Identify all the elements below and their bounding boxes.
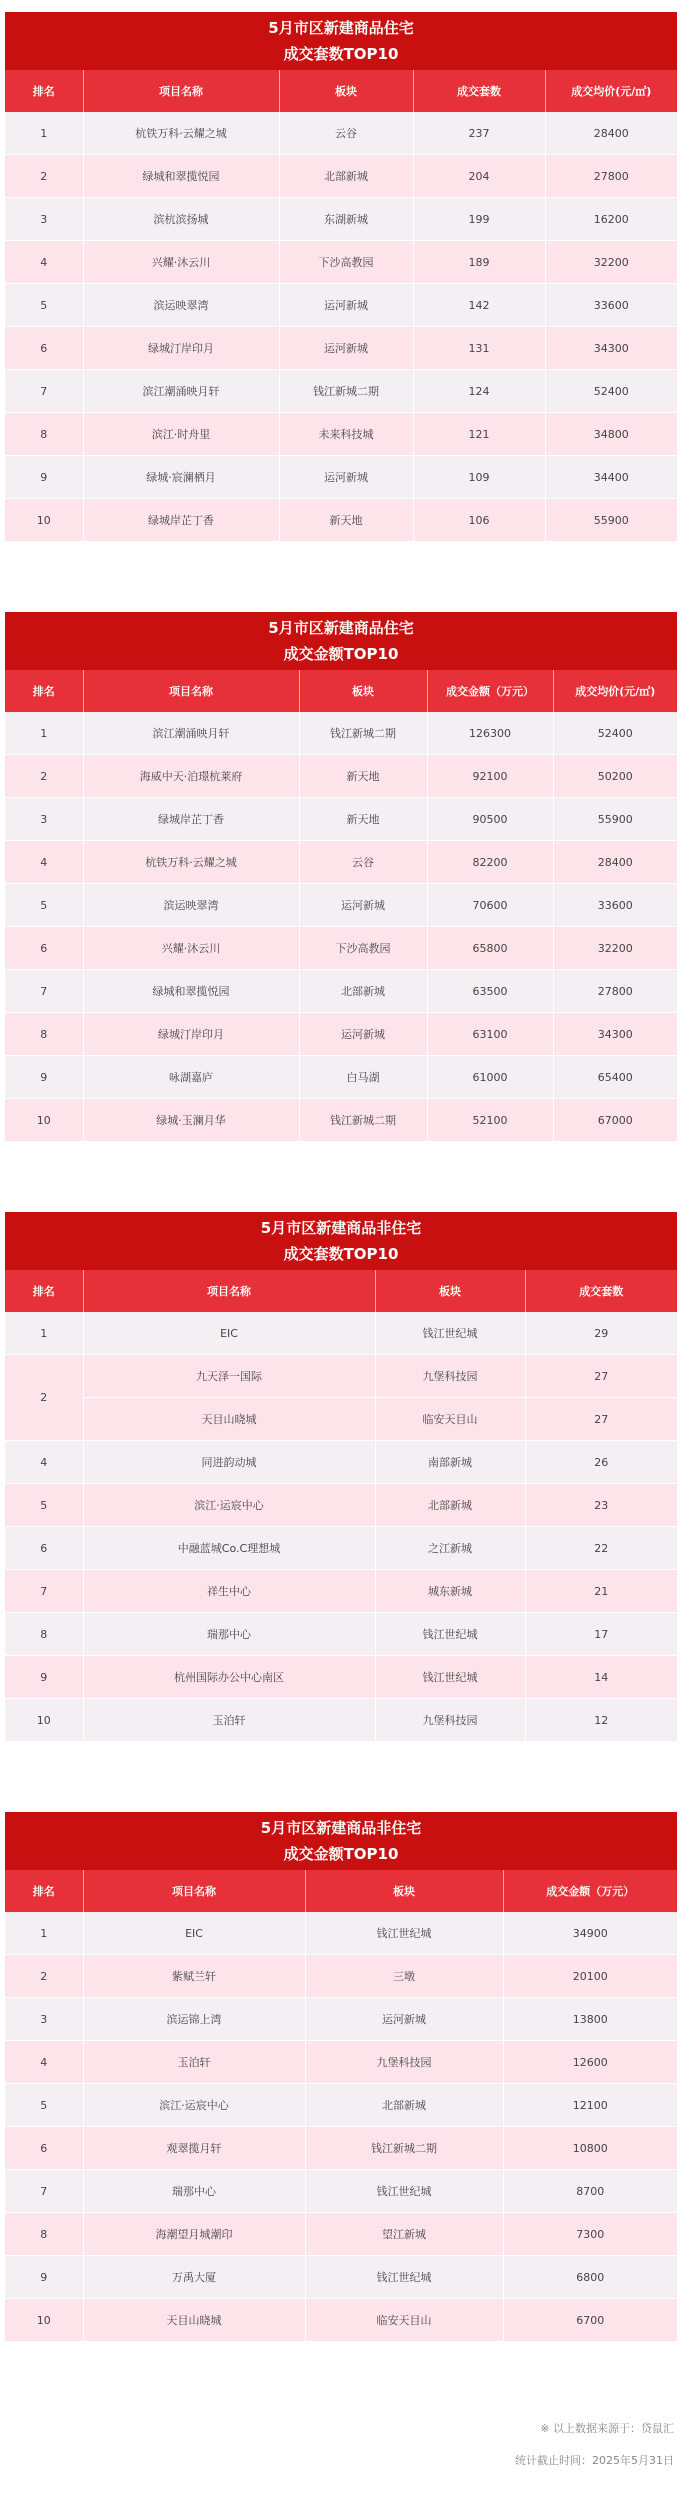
table-row xyxy=(5,1441,677,1484)
footer-source: ※ 以上数据来源于：贷鼠汇 xyxy=(540,2422,674,2435)
cell-project: 滨运映翠湾 xyxy=(83,884,299,927)
cell-avg-price: 55900 xyxy=(553,798,677,841)
table-row xyxy=(5,1699,677,1742)
cell-units: 21 xyxy=(525,1570,677,1613)
cell-rank: 8 xyxy=(5,1013,83,1056)
cell-district: 九堡科技园 xyxy=(375,1355,525,1398)
table-row xyxy=(5,798,677,841)
header-district: 板块 xyxy=(375,1270,525,1312)
cell-avg-price: 50200 xyxy=(553,755,677,798)
table-row xyxy=(5,2170,677,2213)
cell-project: 咏湖嘉庐 xyxy=(83,1056,299,1099)
cell-rank: 8 xyxy=(5,413,83,456)
cell-project: EIC xyxy=(83,1912,305,1955)
table-row xyxy=(5,1099,677,1142)
cell-rank: 2 xyxy=(5,155,83,198)
table-row xyxy=(5,755,677,798)
cell-units: 23 xyxy=(525,1484,677,1527)
cell-district: 云谷 xyxy=(279,112,413,155)
cell-rank: 1 xyxy=(5,712,83,755)
cell-district: 临安天目山 xyxy=(375,1398,525,1441)
table-header-row xyxy=(5,1270,677,1312)
section-title xyxy=(5,12,677,70)
section-title xyxy=(5,1212,677,1270)
cell-district: 运河新城 xyxy=(299,1013,427,1056)
cell-district: 九堡科技园 xyxy=(375,1699,525,1742)
cell-rank: 7 xyxy=(5,970,83,1013)
cell-district: 九堡科技园 xyxy=(305,2041,503,2084)
table-row xyxy=(5,2213,677,2256)
cell-rank: 6 xyxy=(5,2127,83,2170)
header-rank: 排名 xyxy=(5,70,83,112)
cell-avg-price: 32200 xyxy=(553,927,677,970)
cell-units: 27 xyxy=(525,1398,677,1441)
header-district: 板块 xyxy=(305,1870,503,1912)
cell-district: 钱江新城二期 xyxy=(299,712,427,755)
cell-district: 运河新城 xyxy=(279,284,413,327)
cell-amount: 8700 xyxy=(503,2170,677,2213)
cell-district: 北部新城 xyxy=(305,2084,503,2127)
cell-amount: 63100 xyxy=(427,1013,553,1056)
cell-district: 东湖新城 xyxy=(279,198,413,241)
header-district: 板块 xyxy=(299,670,427,712)
ranking-table xyxy=(5,1870,677,2342)
header-units: 成交套数 xyxy=(413,70,545,112)
cell-rank: 4 xyxy=(5,241,83,284)
cell-project: 绿城汀岸印月 xyxy=(83,1013,299,1056)
cell-rank: 4 xyxy=(5,1441,83,1484)
cell-rank: 1 xyxy=(5,1912,83,1955)
cell-project: 滨运映翠湾 xyxy=(83,284,279,327)
table-row xyxy=(5,1656,677,1699)
cell-units: 22 xyxy=(525,1527,677,1570)
table-row xyxy=(5,1613,677,1656)
cell-district: 钱江世纪城 xyxy=(375,1312,525,1355)
cell-project: 天目山晓城 xyxy=(83,1398,375,1441)
cell-avg-price: 34400 xyxy=(545,456,677,499)
cell-project: 海威中天·泊璟杭莱府 xyxy=(83,755,299,798)
cell-project: 杭州国际办公中心南区 xyxy=(83,1656,375,1699)
cell-rank: 5 xyxy=(5,284,83,327)
table-row xyxy=(5,1998,677,2041)
table-row xyxy=(5,1355,677,1398)
cell-rank: 10 xyxy=(5,1099,83,1142)
cell-amount: 63500 xyxy=(427,970,553,1013)
header-rank: 排名 xyxy=(5,1270,83,1312)
section-title xyxy=(5,1812,677,1870)
cell-project: 绿城岸芷丁香 xyxy=(83,499,279,542)
cell-rank: 7 xyxy=(5,2170,83,2213)
cell-district: 钱江世纪城 xyxy=(305,2256,503,2299)
cell-amount: 34900 xyxy=(503,1912,677,1955)
title-line-1: 5月市区新建商品住宅 xyxy=(268,619,414,637)
cell-district: 未来科技城 xyxy=(279,413,413,456)
cell-district: 运河新城 xyxy=(305,1998,503,2041)
cell-avg-price: 67000 xyxy=(553,1099,677,1142)
title-line-1: 5月市区新建商品住宅 xyxy=(268,19,414,37)
cell-district: 白马湖 xyxy=(299,1056,427,1099)
cell-project: 天目山晓城 xyxy=(83,2299,305,2342)
cell-avg-price: 33600 xyxy=(553,884,677,927)
table-row xyxy=(5,2299,677,2342)
section-residential-amount xyxy=(5,612,677,1142)
cell-units: 27 xyxy=(525,1355,677,1398)
cell-district: 新天地 xyxy=(279,499,413,542)
cell-project: 绿城·宸澜栖月 xyxy=(83,456,279,499)
cell-units: 142 xyxy=(413,284,545,327)
table-row xyxy=(5,284,677,327)
cell-amount: 92100 xyxy=(427,755,553,798)
cell-district: 下沙高教园 xyxy=(299,927,427,970)
cell-avg-price: 27800 xyxy=(553,970,677,1013)
cell-amount: 52100 xyxy=(427,1099,553,1142)
cell-project: 玉泊轩 xyxy=(83,2041,305,2084)
cell-project: EIC xyxy=(83,1312,375,1355)
cell-project: 滨运锦上湾 xyxy=(83,1998,305,2041)
section-title xyxy=(5,612,677,670)
table-row xyxy=(5,2256,677,2299)
table-row xyxy=(5,2127,677,2170)
cell-avg-price: 55900 xyxy=(545,499,677,542)
cell-project: 瑞那中心 xyxy=(83,2170,305,2213)
cell-district: 新天地 xyxy=(299,798,427,841)
cell-district: 钱江世纪城 xyxy=(305,1912,503,1955)
table-row xyxy=(5,927,677,970)
cell-rank: 6 xyxy=(5,927,83,970)
cell-rank: 9 xyxy=(5,2256,83,2299)
cell-rank: 6 xyxy=(5,1527,83,1570)
cell-rank: 6 xyxy=(5,327,83,370)
cell-project: 滨江·时舟里 xyxy=(83,413,279,456)
cell-district: 钱江新城二期 xyxy=(305,2127,503,2170)
cell-amount: 61000 xyxy=(427,1056,553,1099)
cell-district: 望江新城 xyxy=(305,2213,503,2256)
table-row xyxy=(5,712,677,755)
cell-project: 滨江潮涌映月轩 xyxy=(83,370,279,413)
header-avg-price: 成交均价(元/㎡) xyxy=(553,670,677,712)
cell-project: 观翠揽月轩 xyxy=(83,2127,305,2170)
header-amount: 成交金额（万元） xyxy=(503,1870,677,1912)
cell-amount: 13800 xyxy=(503,1998,677,2041)
title-line-1: 5月市区新建商品非住宅 xyxy=(260,1819,422,1837)
cell-project: 绿城汀岸印月 xyxy=(83,327,279,370)
ranking-table xyxy=(5,70,677,542)
cell-project: 玉泊轩 xyxy=(83,1699,375,1742)
table-row xyxy=(5,841,677,884)
cell-project: 紫赋兰轩 xyxy=(83,1955,305,1998)
cell-rank: 3 xyxy=(5,798,83,841)
cell-units: 14 xyxy=(525,1656,677,1699)
cell-units: 121 xyxy=(413,413,545,456)
cell-rank: 10 xyxy=(5,499,83,542)
cell-units: 199 xyxy=(413,198,545,241)
cell-project: 杭铁万科·云耀之城 xyxy=(83,841,299,884)
cell-rank: 5 xyxy=(5,1484,83,1527)
cell-district: 钱江世纪城 xyxy=(305,2170,503,2213)
title-line-2: 成交金额TOP10 xyxy=(283,1845,399,1863)
cell-amount: 6700 xyxy=(503,2299,677,2342)
cell-district: 三墩 xyxy=(305,1955,503,1998)
cell-units: 124 xyxy=(413,370,545,413)
cell-avg-price: 27800 xyxy=(545,155,677,198)
cell-project: 海潮望月城潮印 xyxy=(83,2213,305,2256)
cell-project: 绿城·玉澜月华 xyxy=(83,1099,299,1142)
table-row xyxy=(5,1527,677,1570)
table-row xyxy=(5,370,677,413)
cell-project: 瑞那中心 xyxy=(83,1613,375,1656)
cell-rank: 4 xyxy=(5,841,83,884)
header-rank: 排名 xyxy=(5,1870,83,1912)
cell-avg-price: 34800 xyxy=(545,413,677,456)
table-row xyxy=(5,241,677,284)
cell-units: 106 xyxy=(413,499,545,542)
cell-project: 杭铁万科·云耀之城 xyxy=(83,112,279,155)
cell-rank: 2 xyxy=(5,755,83,798)
cell-rank: 1 xyxy=(5,1312,83,1355)
cell-rank: 8 xyxy=(5,2213,83,2256)
cell-district: 钱江新城二期 xyxy=(279,370,413,413)
cell-district: 运河新城 xyxy=(299,884,427,927)
cell-avg-price: 28400 xyxy=(545,112,677,155)
title-line-2: 成交金额TOP10 xyxy=(283,645,399,663)
table-row xyxy=(5,1398,677,1441)
cell-district: 临安天目山 xyxy=(305,2299,503,2342)
header-project: 项目名称 xyxy=(83,1270,375,1312)
ranking-table xyxy=(5,1270,677,1742)
cell-rank: 9 xyxy=(5,1056,83,1099)
cell-project: 兴耀·沐云川 xyxy=(83,927,299,970)
cell-project: 绿城岸芷丁香 xyxy=(83,798,299,841)
cell-amount: 82200 xyxy=(427,841,553,884)
table-row xyxy=(5,970,677,1013)
cell-project: 兴耀·沐云川 xyxy=(83,241,279,284)
table-row xyxy=(5,112,677,155)
cell-project: 绿城和翠揽悦园 xyxy=(83,155,279,198)
header-district: 板块 xyxy=(279,70,413,112)
cell-project: 万禹大厦 xyxy=(83,2256,305,2299)
table-row xyxy=(5,499,677,542)
cell-rank: 2 xyxy=(5,1355,83,1441)
cell-units: 204 xyxy=(413,155,545,198)
table-row xyxy=(5,2084,677,2127)
cell-rank: 9 xyxy=(5,456,83,499)
cell-rank: 9 xyxy=(5,1656,83,1699)
table-row xyxy=(5,198,677,241)
title-line-2: 成交套数TOP10 xyxy=(283,45,399,63)
cell-district: 北部新城 xyxy=(299,970,427,1013)
cell-rank: 3 xyxy=(5,1998,83,2041)
cell-district: 北部新城 xyxy=(375,1484,525,1527)
cell-avg-price: 34300 xyxy=(545,327,677,370)
cell-amount: 10800 xyxy=(503,2127,677,2170)
cell-project: 滨江潮涌映月轩 xyxy=(83,712,299,755)
section-residential-units xyxy=(5,12,677,542)
cell-rank: 10 xyxy=(5,1699,83,1742)
cell-project: 滨江·运宸中心 xyxy=(83,1484,375,1527)
table-row xyxy=(5,1955,677,1998)
cell-district: 运河新城 xyxy=(279,456,413,499)
cell-rank: 5 xyxy=(5,884,83,927)
cell-project: 九天泽一国际 xyxy=(83,1355,375,1398)
table-header-row xyxy=(5,1870,677,1912)
table-row xyxy=(5,1570,677,1613)
cell-rank: 7 xyxy=(5,370,83,413)
cell-avg-price: 28400 xyxy=(553,841,677,884)
cell-units: 131 xyxy=(413,327,545,370)
footer-cutoff: 统计截止时间：2025年5月31日 xyxy=(515,2454,674,2467)
cell-avg-price: 32200 xyxy=(545,241,677,284)
cell-rank: 1 xyxy=(5,112,83,155)
cell-avg-price: 34300 xyxy=(553,1013,677,1056)
title-line-2: 成交套数TOP10 xyxy=(283,1245,399,1263)
header-project: 项目名称 xyxy=(83,70,279,112)
cell-units: 29 xyxy=(525,1312,677,1355)
cell-units: 12 xyxy=(525,1699,677,1742)
cell-amount: 20100 xyxy=(503,1955,677,1998)
table-row xyxy=(5,884,677,927)
cell-district: 之江新城 xyxy=(375,1527,525,1570)
cell-project: 中融蓝城Co.C理想城 xyxy=(83,1527,375,1570)
cell-rank: 7 xyxy=(5,1570,83,1613)
ranking-table xyxy=(5,670,677,1142)
cell-amount: 90500 xyxy=(427,798,553,841)
cell-rank: 2 xyxy=(5,1955,83,1998)
cell-project: 滨江·运宸中心 xyxy=(83,2084,305,2127)
cell-project: 绿城和翠揽悦园 xyxy=(83,970,299,1013)
cell-district: 新天地 xyxy=(299,755,427,798)
cell-units: 17 xyxy=(525,1613,677,1656)
table-row xyxy=(5,2041,677,2084)
cell-rank: 5 xyxy=(5,2084,83,2127)
table-row xyxy=(5,456,677,499)
table-row xyxy=(5,1312,677,1355)
cell-district: 下沙高教园 xyxy=(279,241,413,284)
cell-amount: 12600 xyxy=(503,2041,677,2084)
title-line-1: 5月市区新建商品非住宅 xyxy=(260,1219,422,1237)
table-header-row xyxy=(5,70,677,112)
cell-units: 109 xyxy=(413,456,545,499)
cell-rank: 10 xyxy=(5,2299,83,2342)
cell-amount: 70600 xyxy=(427,884,553,927)
cell-avg-price: 16200 xyxy=(545,198,677,241)
cell-avg-price: 52400 xyxy=(545,370,677,413)
cell-avg-price: 33600 xyxy=(545,284,677,327)
cell-avg-price: 52400 xyxy=(553,712,677,755)
cell-units: 237 xyxy=(413,112,545,155)
section-nonresidential-units xyxy=(5,1212,677,1742)
cell-amount: 126300 xyxy=(427,712,553,755)
cell-district: 城东新城 xyxy=(375,1570,525,1613)
cell-district: 运河新城 xyxy=(279,327,413,370)
header-rank: 排名 xyxy=(5,670,83,712)
cell-units: 189 xyxy=(413,241,545,284)
cell-district: 钱江新城二期 xyxy=(299,1099,427,1142)
header-amount: 成交金额（万元） xyxy=(427,670,553,712)
cell-amount: 7300 xyxy=(503,2213,677,2256)
cell-units: 26 xyxy=(525,1441,677,1484)
cell-amount: 12100 xyxy=(503,2084,677,2127)
cell-avg-price: 65400 xyxy=(553,1056,677,1099)
table-row xyxy=(5,413,677,456)
header-avg-price: 成交均价(元/㎡) xyxy=(545,70,677,112)
cell-district: 云谷 xyxy=(299,841,427,884)
cell-district: 钱江世纪城 xyxy=(375,1656,525,1699)
section-nonresidential-amount xyxy=(5,1812,677,2342)
table-row xyxy=(5,155,677,198)
header-project: 项目名称 xyxy=(83,1870,305,1912)
cell-amount: 65800 xyxy=(427,927,553,970)
cell-project: 祥生中心 xyxy=(83,1570,375,1613)
table-row xyxy=(5,1013,677,1056)
cell-project: 滨杭滨扬城 xyxy=(83,198,279,241)
cell-amount: 6800 xyxy=(503,2256,677,2299)
cell-rank: 4 xyxy=(5,2041,83,2084)
cell-district: 北部新城 xyxy=(279,155,413,198)
cell-project: 同进韵动城 xyxy=(83,1441,375,1484)
table-row xyxy=(5,1056,677,1099)
table-row xyxy=(5,1484,677,1527)
cell-district: 南部新城 xyxy=(375,1441,525,1484)
header-units: 成交套数 xyxy=(525,1270,677,1312)
cell-district: 钱江世纪城 xyxy=(375,1613,525,1656)
table-row xyxy=(5,327,677,370)
cell-rank: 8 xyxy=(5,1613,83,1656)
table-row xyxy=(5,1912,677,1955)
cell-rank: 3 xyxy=(5,198,83,241)
header-project: 项目名称 xyxy=(83,670,299,712)
table-header-row xyxy=(5,670,677,712)
